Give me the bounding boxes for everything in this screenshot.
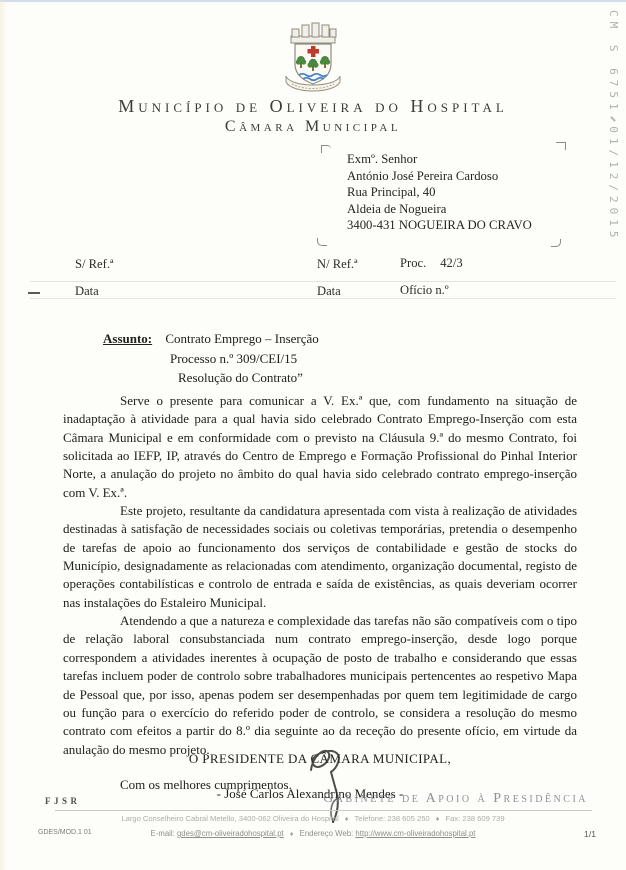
clerk-initials: FJSR xyxy=(45,796,81,806)
footer-email-label: E-mail: xyxy=(150,829,175,838)
signer-name: - José Carlos Alexandrino Mendes - xyxy=(216,786,404,801)
recipient-address-block xyxy=(347,151,532,234)
recipient-postal-code: 3400-431 NOGUEIRA DO CRAVO xyxy=(347,218,532,233)
municipality-title: Município de Oliveira do Hospital xyxy=(118,96,508,116)
document-code: GDES/MOD.1 01 xyxy=(38,829,92,836)
recipient-street: Rua Principal, 40 xyxy=(347,185,436,200)
subject-line-3: Resolução do Contrato” xyxy=(178,370,303,385)
address-window-corner-mark xyxy=(321,145,331,153)
diamond-separator-icon: ♦ xyxy=(289,831,294,838)
recipient-salutation: Exmº. Senhor xyxy=(347,152,418,166)
letter-body xyxy=(63,392,577,794)
subject-line-2: Processo n.º 309/CEI/15 xyxy=(170,350,298,366)
footer-contact-line xyxy=(0,814,626,823)
scan-edge-artifact xyxy=(0,0,626,2)
reference-rule-line xyxy=(30,281,616,282)
address-window-corner-mark xyxy=(556,142,566,150)
footer-web-url: http://www.cm-oliveiradohospital.pt xyxy=(355,829,476,838)
recipient-name: António José Pereira Cardoso xyxy=(347,168,499,183)
office-name: Gabinete de Apoio à Presidência xyxy=(323,791,588,806)
footer-divider-line xyxy=(55,810,592,811)
closing-salutation: Com os melhores cumprimentos. xyxy=(120,776,292,792)
footer-address: Largo Conselheiro Cabral Metello, 3400-062 Oliveira do Hospital xyxy=(121,814,339,823)
page-number: 1/1 xyxy=(584,829,596,839)
subject-block xyxy=(103,331,319,386)
scanner-date-stamp: CM S 6751 01/12/2015 xyxy=(607,10,620,243)
recipient-locality: Aldeia de Nogueira xyxy=(347,201,447,216)
signer-title: O PRESIDENTE DA CÂMARA MUNICIPAL, xyxy=(188,751,452,766)
body-paragraph-2: Este projeto, resultante da candidatura apresentada com vista à realização de atividades destinadas à satisfação de necessidades sociais ou coletivas temporárias, pretendia o desempenho de tarefas de apoio ao funcionamento dos serviços de contabilidade e gestão de stocks do Município, designadamente as relacionadas com atendimento, organização documental, registo de operações contabilísticas e controlo de entrada e saída de existências, as quais deveriam ocorrer nas instalações do Estaleiro Municipal. xyxy=(63,503,577,610)
footer-phone: 238 605 250 xyxy=(387,814,430,823)
subject-line-1: Contrato Emprego – Inserção xyxy=(165,331,319,346)
diamond-separator-icon: ♦ xyxy=(344,816,349,823)
footer-email: gdes@cm-oliveiradohospital.pt xyxy=(176,829,284,838)
body-paragraph-1: Serve o presente para comunicar a V. Ex.ª que, com fundamento na situação de inadaptação à atividade para a qual havia sido celebrado Contrato Emprego-Inserção com esta Câmara Municipal e em conformidade com o previsto na Cláusula 9.ª do mesmo Contrato, foi solicitada ao IEFP, IP, através do Centro de Emprego e Formação Profissional do Pinhal Interior Norte, a anulação do projeto no âmbito do qual havia sido celebrado contrato emprego-inserção com V. Ex.ª. xyxy=(63,393,577,500)
body-paragraph-3: Atendendo a que a natureza e complexidade das tarefas não são compatíveis com o tipo de relação laboral consubstanciada num contrato emprego-inserção, desde logo porque correspondem a atividades inerentes à ocupação de posto de trabalho e considerando que essas tarefas incluem poder de controlo sobre trabalhadores municipais pertencentes ao respetivo Mapa de Pessoal que, por isso, apenas podem ser desempenhadas por quem tem legitimidade de cargo ou função para o exercício do referido poder de controlo, se considera a resolução do mesmo contrato com efeitos a partir do 8.º dia seguinte ao da receção do presente ofício, em virtude da anulação do mesmo projeto. xyxy=(63,613,577,757)
footer-phone-label: Telefone: xyxy=(354,814,386,823)
your-date-label: Data xyxy=(75,284,99,298)
footer-fax-label: Fax: xyxy=(445,814,461,823)
footer-web-label: Endereço Web: xyxy=(299,829,354,838)
process-label: Proc. xyxy=(400,256,427,270)
footer-fax: 238 609 739 xyxy=(462,814,505,823)
oficio-number-label: Ofício n.º xyxy=(400,283,449,297)
our-ref-label: N/ Ref.ª xyxy=(317,257,358,271)
address-window-corner-mark xyxy=(551,239,561,247)
diamond-separator-icon: ♦ xyxy=(435,816,440,823)
your-ref-label: S/ Ref.ª xyxy=(75,257,114,271)
process-field xyxy=(400,256,463,271)
scan-mark xyxy=(28,292,40,294)
address-window-corner-mark xyxy=(317,238,327,246)
municipal-coat-of-arms-icon xyxy=(282,20,344,96)
our-date-label: Data xyxy=(317,284,341,298)
council-subtitle: Câmara Municipal xyxy=(224,118,402,135)
process-number: 42/3 xyxy=(440,256,463,270)
subject-label: Assunto: xyxy=(103,331,153,346)
footer-web-line xyxy=(0,829,626,838)
